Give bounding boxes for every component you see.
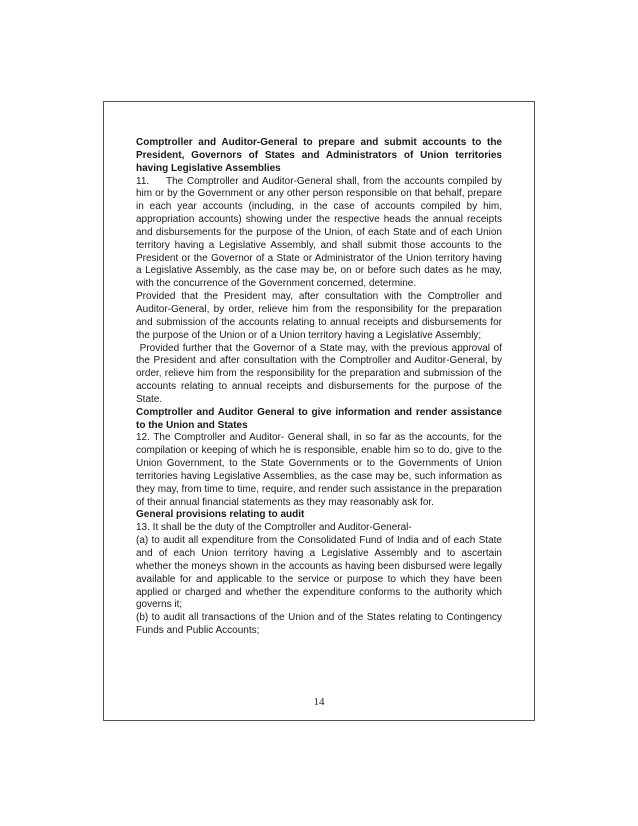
section-11-proviso-2: Provided further that the Governor of a State may, with the previous approval of the President and after consultation with the Comptroller and Auditor-General, by order, relieve him from the responsibility for the preparation and submission of the accounts relating to annual receipts and disbursements for the purpose of the State.	[136, 342, 505, 405]
section-11-heading: Comptroller and Auditor-General to prepare and submit accounts to the President, Governors of States and Administrators of Union territories having Legislative Assemblies	[136, 137, 502, 174]
section-13-clause-a: (a) to audit all expenditure from the Consolidated Fund of India and of each State and of each Union territory having a Legislative Assembly and to ascertain whether the moneys shown in the accounts as having been disbursed were legally available for and applicable to the service or purpose to which they have been applied or charged and whether the expenditure conforms to the authority which governs it;	[136, 535, 502, 611]
section-12-body: 12. The Comptroller and Auditor- General shall, in so far as the accounts, for the compilation or keeping of which he is responsible, enable him so to do, give to the Union Government, to the State Governments or to the Governments of Union territories having Legislative Assemblies, as the case may be, such information as they may, from time to time, require, and render such assistance in the preparation of their annual financial statements as they may reasonably ask for.	[136, 432, 502, 508]
section-11-number: 11.	[136, 175, 150, 187]
section-11-paragraph	[136, 176, 502, 292]
section-13-heading: General provisions relating to audit	[136, 509, 305, 521]
section-11-body: The Comptroller and Auditor-General shall, from the accounts compiled by him or by the Government or any other person responsible on that behalf, prepare in each year accounts (including, in the case of accounts compiled by him, appropriation accounts) showing under the respective heads the annual receipts and disbursements for the purpose of the Union, of each State and of each Union territory having a Legislative Assembly, and shall submit those accounts to the President or the Governor of a State or Administrator of the Union territory having a Legislative Assembly, as the case may be, on or before such dates as he may, with the concurrence of the Government concerned, determine.	[136, 175, 502, 290]
document-body	[136, 137, 505, 638]
section-11-proviso-1: Provided that the President may, after consultation with the Comptroller and Auditor-General, by order, relieve him from the responsibility for the preparation and submission of the accounts relating to annual receipts and disbursements for the purpose of the Union or of a Union territory having a Legislative Assembly;	[136, 291, 502, 341]
section-13-clause-b: (b) to audit all transactions of the Union and of the States relating to Contingency Funds and Public Accounts;	[136, 612, 502, 637]
section-13-intro: 13. It shall be the duty of the Comptroller and Auditor-General-	[136, 522, 412, 534]
page-number: 14	[313, 696, 325, 708]
section-12-heading: Comptroller and Auditor General to give information and render assistance to the Union and States	[136, 406, 502, 431]
